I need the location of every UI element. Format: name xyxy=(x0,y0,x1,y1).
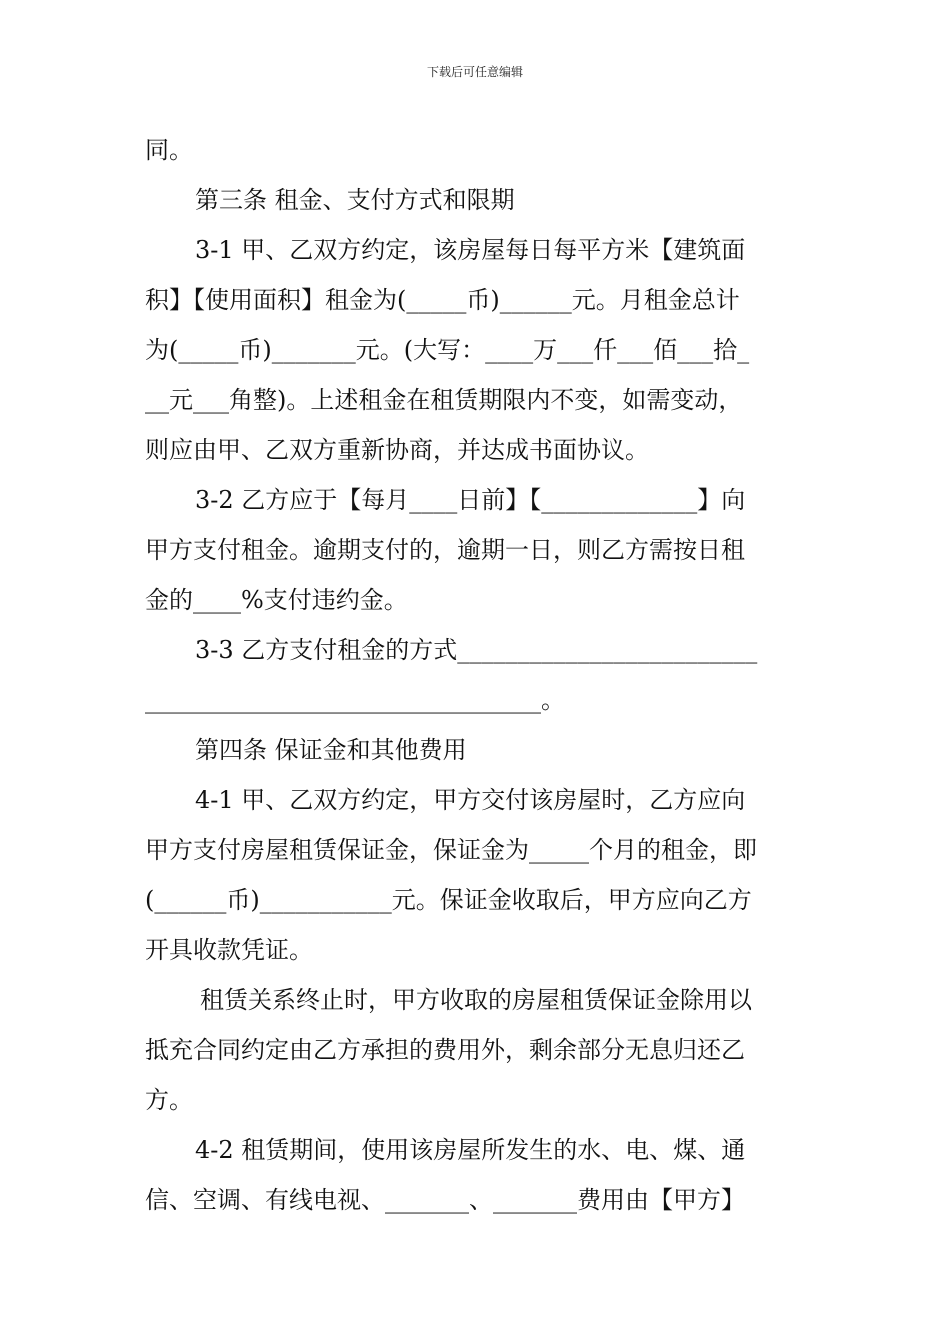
text-line: 积】【使用面积】租金为(_____币)______元。月租金总计 xyxy=(145,286,740,314)
text-line: 同。 xyxy=(145,136,193,164)
text-line: 方。 xyxy=(145,1086,193,1114)
clause-4-2: 4-2 租赁期间，使用该房屋所发生的水、电、煤、通 xyxy=(195,1136,746,1164)
page-header: 下载后可任意编辑 xyxy=(426,65,523,79)
section-heading: 第四条 保证金和其他费用 xyxy=(195,736,467,764)
text-line: _________________________________。 xyxy=(145,686,565,714)
paragraph-start: 租赁关系终止时，甲方收取的房屋租赁保证金除用以 xyxy=(200,986,752,1014)
clause-3-1: 3-1 甲、乙双方约定，该房屋每日每平方米【建筑面 xyxy=(195,236,746,264)
clause-4-1: 4-1 甲、乙双方约定，甲方交付该房屋时，乙方应向 xyxy=(195,786,746,814)
document-body xyxy=(145,125,810,1225)
text-line: (______币)___________元。保证金收取后，甲方应向乙方 xyxy=(145,886,752,914)
text-line: 则应由甲、乙双方重新协商，并达成书面协议。 xyxy=(145,436,649,464)
text-line: 甲方支付租金。逾期支付的，逾期一日，则乙方需按日租 xyxy=(145,536,745,564)
text-line: 信、空调、有线电视、_______、_______费用由【甲方】 xyxy=(145,1186,745,1214)
clause-3-3: 3-3 乙方支付租金的方式_________________________ xyxy=(195,636,758,664)
text-line: 抵充合同约定由乙方承担的费用外，剩余部分无息归还乙 xyxy=(145,1036,745,1064)
text-line: 为(_____币)_______元。(大写：____万___仟___佰___拾_ xyxy=(145,336,750,364)
clause-3-2: 3-2 乙方应于【每月____日前】【_____________】向 xyxy=(195,486,746,514)
text-line: 甲方支付房屋租赁保证金，保证金为_____个月的租金，即 xyxy=(145,836,757,864)
text-line: 金的____%支付违约金。 xyxy=(145,586,408,614)
text-line: 开具收款凭证。 xyxy=(145,936,313,964)
section-heading: 第三条 租金、支付方式和限期 xyxy=(195,186,515,214)
text-line: __元___角整)。上述租金在租赁期限内不变，如需变动， xyxy=(145,386,743,414)
